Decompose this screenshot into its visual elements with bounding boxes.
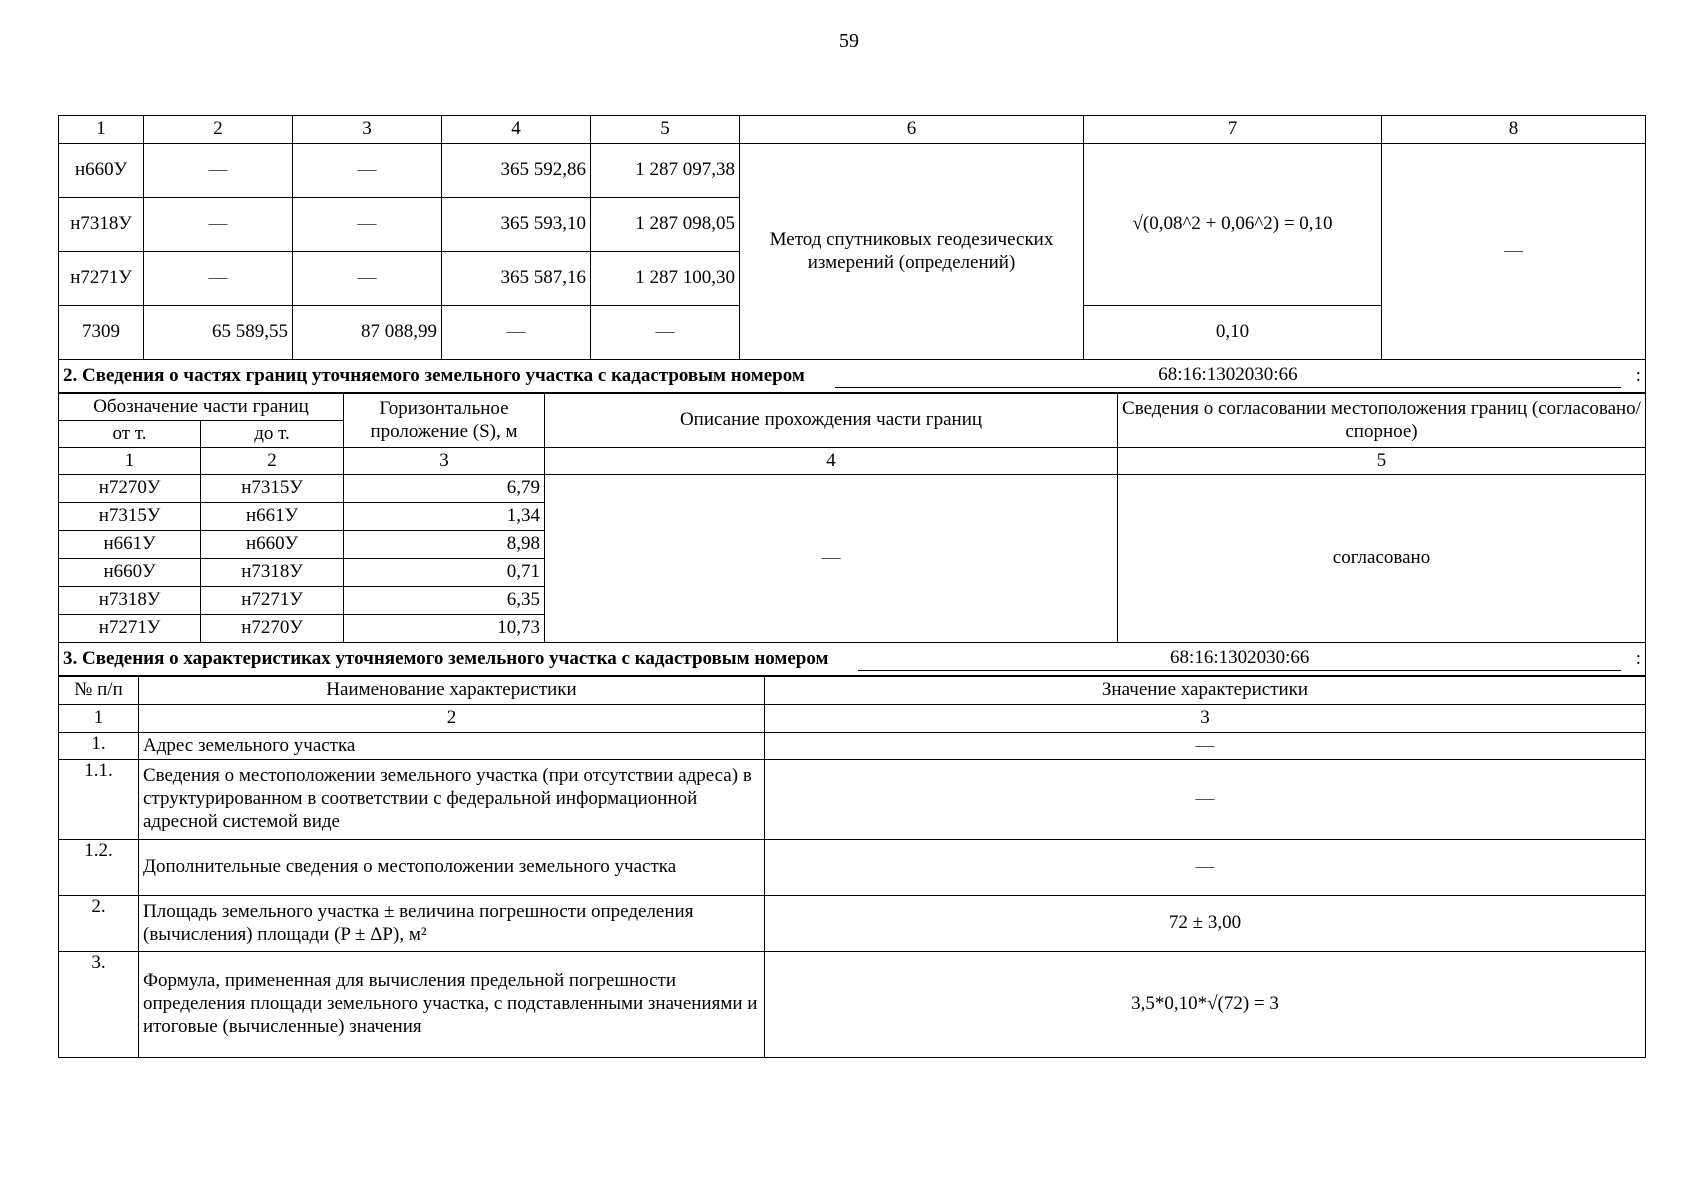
section-2-title: 2. Сведения о частях границ уточняемого земельного участка с кадастровым номером (63, 365, 805, 387)
column-number-row (59, 448, 1646, 475)
agreement-header: Сведения о согласовании местоположения границ (согласовано/спорное) (1118, 394, 1646, 448)
from-point: н660У (59, 559, 201, 587)
col-number: 3 (293, 116, 442, 144)
col-number: 3 (765, 705, 1646, 733)
accuracy-value: 0,10 (1084, 306, 1382, 360)
row-number: 1.1. (59, 760, 139, 840)
horizontal-header: Горизонтальное проложение (S), м (344, 394, 545, 448)
section-2-colon: : (1635, 365, 1641, 387)
row-number: 1. (59, 733, 139, 760)
new-x: — (442, 306, 591, 360)
old-y: — (293, 144, 442, 198)
characteristic-value: — (765, 760, 1646, 840)
distance-value: 8,98 (344, 531, 545, 559)
distance-value: 6,79 (344, 475, 545, 503)
col-number: 4 (545, 448, 1118, 475)
col-number: 1 (59, 448, 201, 475)
col-number: 5 (1118, 448, 1646, 475)
col-number: 5 (591, 116, 740, 144)
to-point: н7318У (201, 559, 344, 587)
section-2-title-row (59, 360, 1646, 393)
to-point: н7270У (201, 615, 344, 643)
table-row (59, 475, 1646, 503)
col-number: 8 (1382, 116, 1646, 144)
new-x: 365 592,86 (442, 144, 591, 198)
point-name: н7318У (59, 198, 144, 252)
table-row (59, 733, 1646, 760)
document-body (58, 115, 1645, 1058)
col-number: 7 (1084, 116, 1382, 144)
from-point: н7315У (59, 503, 201, 531)
header-row (59, 677, 1646, 705)
designation-header: Обозначение части границ (59, 394, 344, 421)
col-number: 2 (139, 705, 765, 733)
table-row (59, 840, 1646, 896)
characteristic-value: — (765, 840, 1646, 896)
column-number-row (59, 116, 1646, 144)
table-row (59, 952, 1646, 1058)
col-number: 1 (59, 705, 139, 733)
to-point: н660У (201, 531, 344, 559)
distance-value: 6,35 (344, 587, 545, 615)
table-row (59, 144, 1646, 198)
section-3-cadastral-number: 68:16:1302030:66 (858, 647, 1621, 671)
table-row (59, 760, 1646, 840)
border-parts-table (58, 393, 1646, 676)
col8-value: — (1382, 144, 1646, 360)
characteristic-value: 3,5*0,10*√(72) = 3 (765, 952, 1646, 1058)
from-point: н7271У (59, 615, 201, 643)
to-point: н661У (201, 503, 344, 531)
accuracy-formula: √(0,08^2 + 0,06^2) = 0,10 (1084, 144, 1382, 306)
new-y: 1 287 097,38 (591, 144, 740, 198)
value-header: Значение характеристики (765, 677, 1646, 705)
row-number: 3. (59, 952, 139, 1058)
old-y: 87 088,99 (293, 306, 442, 360)
new-x: 365 593,10 (442, 198, 591, 252)
from-point: н661У (59, 531, 201, 559)
col-number: 4 (442, 116, 591, 144)
characteristics-table (58, 676, 1646, 1058)
section-3-colon: : (1635, 648, 1641, 670)
point-name: н7271У (59, 252, 144, 306)
section-2-cadastral-number: 68:16:1302030:66 (835, 364, 1621, 388)
new-y: 1 287 098,05 (591, 198, 740, 252)
from-point: н7318У (59, 587, 201, 615)
description-header: Описание прохождения части границ (545, 394, 1118, 448)
page-number: 59 (839, 30, 859, 52)
characteristic-name: Дополнительные сведения о местоположении земельного участка (139, 840, 765, 896)
to-point: н7315У (201, 475, 344, 503)
table-row (59, 896, 1646, 952)
coordinates-table (58, 115, 1646, 393)
method-cell: Метод спутниковых геодезических измерений (определений) (740, 144, 1084, 360)
col-number: 6 (740, 116, 1084, 144)
old-x: — (144, 198, 293, 252)
from-point: н7270У (59, 475, 201, 503)
description-value: — (545, 475, 1118, 643)
num-header: № п/п (59, 677, 139, 705)
distance-value: 1,34 (344, 503, 545, 531)
characteristic-name: Площадь земельного участка ± величина погрешности определения (вычисления) площади (P ± ΔP), м² (139, 896, 765, 952)
section-3-title: 3. Сведения о характеристиках уточняемого земельного участка с кадастровым номером (63, 648, 829, 670)
characteristic-value: — (765, 733, 1646, 760)
point-name: н660У (59, 144, 144, 198)
new-x: 365 587,16 (442, 252, 591, 306)
col-number: 2 (201, 448, 344, 475)
column-number-row (59, 705, 1646, 733)
col-number: 2 (144, 116, 293, 144)
header-row (59, 394, 1646, 421)
old-x: — (144, 252, 293, 306)
characteristic-value: 72 ± 3,00 (765, 896, 1646, 952)
new-y: — (591, 306, 740, 360)
row-number: 1.2. (59, 840, 139, 896)
section-3-title-row (59, 643, 1646, 676)
from-header: от т. (59, 421, 201, 448)
old-y: — (293, 252, 442, 306)
col-number: 3 (344, 448, 545, 475)
agreement-value: согласовано (1118, 475, 1646, 643)
point-name: 7309 (59, 306, 144, 360)
new-y: 1 287 100,30 (591, 252, 740, 306)
to-header: до т. (201, 421, 344, 448)
row-number: 2. (59, 896, 139, 952)
old-x: 65 589,55 (144, 306, 293, 360)
characteristic-name: Сведения о местоположении земельного участка (при отсутствии адреса) в структурированном в соответствии с федеральной информационной адресной системой виде (139, 760, 765, 840)
col-number: 1 (59, 116, 144, 144)
characteristic-name: Адрес земельного участка (139, 733, 765, 760)
old-x: — (144, 144, 293, 198)
characteristic-name: Формула, примененная для вычисления предельной погрешности определения площади земельного участка, с подставленными значениями и итоговые (вычисленные) значения (139, 952, 765, 1058)
distance-value: 10,73 (344, 615, 545, 643)
old-y: — (293, 198, 442, 252)
name-header: Наименование характеристики (139, 677, 765, 705)
to-point: н7271У (201, 587, 344, 615)
distance-value: 0,71 (344, 559, 545, 587)
